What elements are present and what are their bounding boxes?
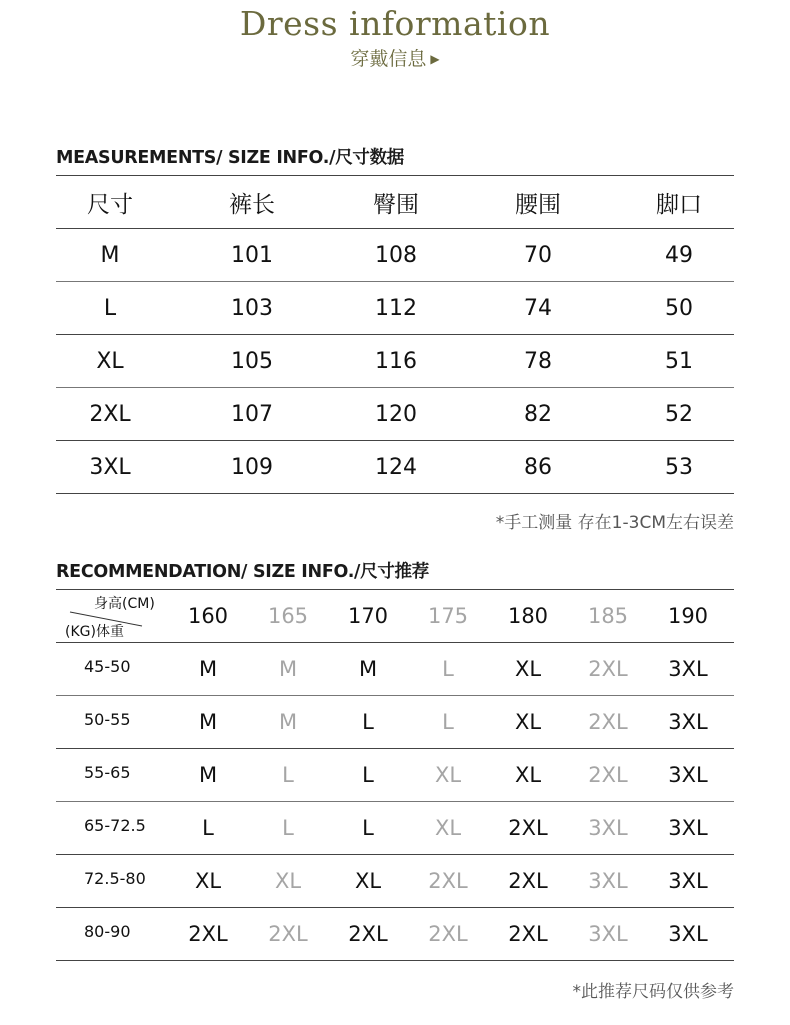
size-cell: XL [514,657,542,681]
size-cell: 3XL [668,763,708,787]
recommendation-heading: RECOMMENDATION/ SIZE INFO./尺寸推荐 [56,562,429,582]
table-row [56,441,734,494]
size-cell: 3XL [588,816,628,840]
size-cell: M [100,242,120,268]
size-cell: 2XL [348,922,388,946]
size-cell: 2XL [188,922,228,946]
height-header: 170 [347,604,389,628]
size-cell: 3XL [89,454,131,480]
table-row [56,802,734,855]
table-cell: 49 [665,242,693,268]
measurement-note: *手工测量 存在1-3CM左右误差 [495,513,734,533]
table-cell: 101 [231,242,273,268]
size-cell: 2XL [508,922,548,946]
size-cell: XL [514,710,542,734]
size-cell: L [282,763,294,787]
table-cell: 86 [524,454,552,480]
size-cell: XL [194,869,222,893]
size-cell: L [362,710,374,734]
table-row [56,335,734,388]
size-cell: 2XL [428,922,468,946]
table-cell: 124 [375,454,417,480]
size-cell: 2XL [89,401,131,427]
table-row [56,749,734,802]
size-cell: 2XL [268,922,308,946]
size-cell: 3XL [668,922,708,946]
height-header: 165 [267,604,309,628]
page-subtitle [0,44,790,71]
weight-cell: 65-72.5 [84,815,146,835]
table-cell: 74 [524,295,552,321]
size-cell: 2XL [588,763,628,787]
size-cell: L [442,657,454,681]
size-cell: 2XL [588,657,628,681]
weight-cell: 72.5-80 [84,868,146,888]
recommendation-note: *此推荐尺码仅供参考 [572,982,734,1002]
weight-cell: 80-90 [84,921,131,941]
table-cell: 103 [231,295,273,321]
measurements-table [56,175,734,494]
size-cell: 2XL [428,869,468,893]
size-cell: XL [514,763,542,787]
table-cell: 109 [231,454,273,480]
size-cell: L [202,816,214,840]
table-row [56,388,734,441]
size-cell: XL [434,763,462,787]
table-cell: 53 [665,454,693,480]
column-header: 裤长 [229,191,275,218]
size-cell: XL [354,869,382,893]
table-cell: 120 [375,401,417,427]
table-row [56,229,734,282]
table-row [56,696,734,749]
weight-cell: 50-55 [84,709,131,729]
column-header: 尺寸 [87,191,133,218]
table-row [56,643,734,696]
height-header: 160 [187,604,229,628]
height-header: 190 [667,604,709,628]
table-header-row [56,176,734,229]
table-cell: 108 [375,242,417,268]
height-header: 175 [427,604,469,628]
table-row [56,908,734,961]
table-row [56,282,734,335]
corner-header [56,590,168,642]
size-cell: 3XL [668,816,708,840]
table-cell: 112 [375,295,417,321]
page-title: Dress information [239,4,551,43]
table-cell: 52 [665,401,693,427]
table-cell: 51 [665,348,693,374]
size-cell: 2XL [588,710,628,734]
size-cell: L [442,710,454,734]
column-header: 脚口 [656,191,702,218]
size-cell: L [282,816,294,840]
size-cell: 3XL [668,869,708,893]
play-arrow-icon: ▶ [430,52,440,66]
column-header: 腰围 [515,191,561,218]
size-cell: 3XL [668,710,708,734]
size-cell: M [278,710,298,734]
measurements-heading: MEASUREMENTS/ SIZE INFO./尺寸数据 [56,148,404,168]
size-cell: 3XL [668,657,708,681]
subtitle-text: 穿戴信息 [350,48,427,70]
height-axis-label: 身高(CM) [94,596,155,612]
table-cell: 70 [524,242,552,268]
size-cell: 2XL [508,816,548,840]
table-cell: 116 [375,348,417,374]
table-cell: 78 [524,348,552,374]
size-cell: XL [434,816,462,840]
height-header: 180 [507,604,549,628]
recommendation-table [56,589,734,961]
table-header-row [56,590,734,643]
table-row [56,855,734,908]
table-cell: 105 [231,348,273,374]
size-cell: M [198,763,218,787]
weight-cell: 45-50 [84,656,131,676]
size-cell: L [362,763,374,787]
size-cell: M [278,657,298,681]
weight-cell: 55-65 [84,762,131,782]
size-cell: XL [96,348,124,374]
size-cell: 3XL [588,869,628,893]
table-cell: 50 [665,295,693,321]
size-cell: 3XL [588,922,628,946]
weight-axis-label: (KG)体重 [65,624,124,640]
column-header: 臀围 [373,191,419,218]
table-cell: 82 [524,401,552,427]
size-cell: 2XL [508,869,548,893]
table-cell: 107 [231,401,273,427]
size-cell: L [103,295,117,321]
size-cell: M [198,657,218,681]
size-cell: M [198,710,218,734]
height-header: 185 [587,604,629,628]
size-cell: XL [274,869,302,893]
size-cell: M [358,657,378,681]
size-cell: L [362,816,374,840]
